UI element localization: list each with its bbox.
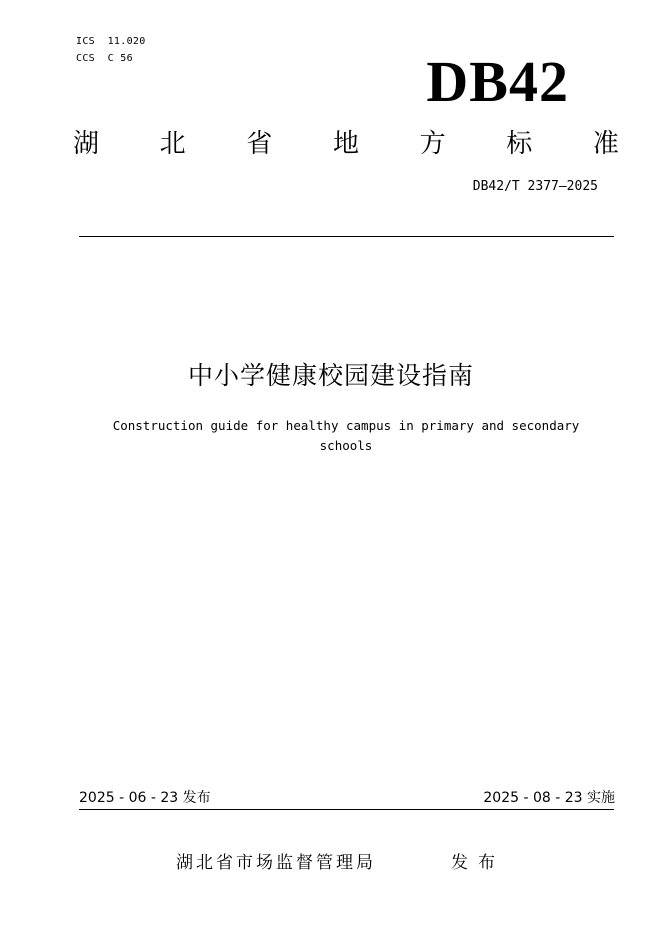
issuing-authority: 湖北省市场监督管理局 (176, 853, 376, 873)
document-title: 中小学健康校园建设指南 (187, 361, 474, 390)
ccs-code: CCS C 56 (76, 53, 133, 64)
document-title-english: Construction guide for healthy campus in primary and secondary schools (112, 418, 580, 453)
implementation-date: 2025 - 08 - 23 实施 (483, 790, 615, 806)
classification-codes (76, 33, 146, 67)
category-char: 省 (246, 129, 273, 159)
category-char: 标 (506, 129, 533, 159)
category-char: 湖 (72, 129, 99, 159)
issue-date: 2025 - 06 - 23 发布 (79, 790, 211, 806)
issuing-action: 发布 (451, 853, 505, 873)
category-char: 准 (592, 129, 619, 159)
header-divider (79, 236, 614, 237)
ics-code: ICS 11.020 (76, 36, 146, 47)
category-char: 北 (159, 129, 186, 159)
standard-code-logo: DB42 (426, 49, 569, 114)
standard-number: DB42/T 2377—2025 (472, 179, 598, 194)
category-char: 方 (419, 129, 446, 159)
footer-divider (79, 809, 614, 810)
category-char: 地 (332, 129, 359, 159)
standard-category (66, 124, 626, 164)
